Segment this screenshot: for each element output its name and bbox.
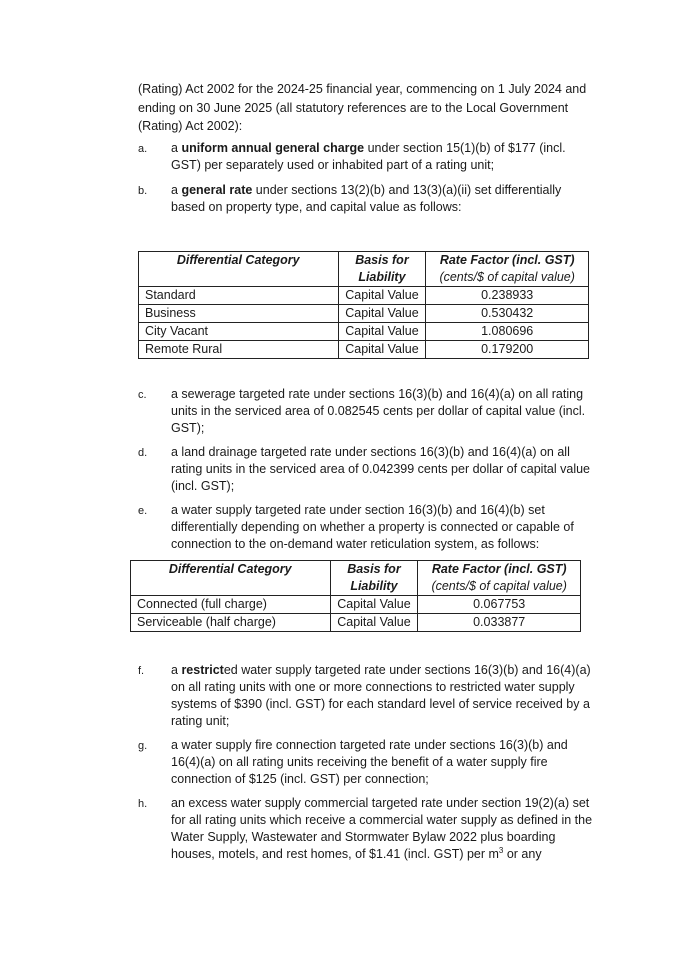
header-basis: Basis for Liability [338, 252, 426, 287]
header-category: Differential Category [139, 252, 339, 287]
item-text-bold: restrict [181, 663, 224, 677]
table-row [139, 287, 589, 305]
item-text [171, 795, 597, 863]
table-row [139, 341, 589, 359]
cell-category: Business [139, 305, 339, 323]
table-row [131, 614, 581, 632]
cell-rate: 0.238933 [426, 287, 589, 305]
cell-rate: 0.033877 [418, 614, 581, 632]
item-label: b. [138, 185, 148, 197]
item-text-pre: a [171, 663, 182, 677]
general-rate-table [138, 251, 589, 359]
item-label: e. [138, 505, 148, 517]
cell-basis: Capital Value [338, 323, 426, 341]
item-text-post: ed water supply targeted rate under sections 16(3)(b) and 16(4)(a) on all rating units with one or more connections to restricted water supply systems of $390 (incl. GST) for each standard level of service received by a rating unit; [171, 663, 591, 728]
item-label: d. [138, 447, 148, 459]
cell-rate: 1.080696 [426, 323, 589, 341]
item-text: a sewerage targeted rate under sections 16(3)(b) and 16(4)(a) on all rating units in the serviced area of 0.082545 cents per dollar of capital value (incl. GST); [171, 387, 586, 435]
cell-rate: 0.530432 [426, 305, 589, 323]
header-basis: Basis for Liability [330, 561, 418, 596]
item-label: h. [138, 798, 148, 810]
item-label: g. [138, 740, 148, 752]
header-category: Differential Category [131, 561, 331, 596]
table-header-row [139, 252, 589, 287]
cell-category: City Vacant [139, 323, 339, 341]
header-rate: Rate Factor (incl. GST) (cents/$ of capital value) [426, 252, 589, 287]
water-supply-table [130, 560, 581, 632]
item-label: f. [138, 665, 145, 677]
item-label: c. [138, 389, 147, 401]
item-text-bold: uniform annual general charge [181, 141, 365, 155]
table-row [131, 596, 581, 614]
cell-rate: 0.067753 [418, 596, 581, 614]
item-label: a. [138, 143, 148, 155]
item-text-pre: a [171, 183, 182, 197]
item-text-post: or any [503, 847, 542, 861]
item-text-post: under sections 13(2)(b) and 13(3)(a)(ii) set differentially based on property type, and capital value as follows: [171, 183, 562, 214]
superscript-3: 3 [498, 845, 504, 855]
cell-category: Remote Rural [139, 341, 339, 359]
item-text [171, 140, 597, 174]
header-rate: Rate Factor (incl. GST) (cents/$ of capital value) [418, 561, 581, 596]
item-text-bold: general rate [181, 183, 253, 197]
item-text [171, 662, 597, 730]
item-text: a land drainage targeted rate under sections 16(3)(b) and 16(4)(a) on all rating units in the serviced area of 0.042399 cents per dollar of capital value (incl. GST); [171, 445, 591, 493]
cell-category: Connected (full charge) [131, 596, 331, 614]
intro-paragraph: (Rating) Act 2002 for the 2024-25 financial year, commencing on 1 July 2024 and ending on 30 June 2025 (all statutory references are to the Local Government (Rating) Act 2002): [138, 82, 587, 133]
cell-rate: 0.179200 [426, 341, 589, 359]
cell-basis: Capital Value [330, 596, 418, 614]
item-text [171, 182, 597, 216]
item-text: a water supply targeted rate under section 16(3)(b) and 16(4)(b) set differentially depending on whether a property is connected or capable of connection to the on-demand water reticulation system, as follows: [171, 503, 574, 551]
cell-basis: Capital Value [338, 287, 426, 305]
table-row [139, 305, 589, 323]
table-header-row [131, 561, 581, 596]
cell-category: Standard [139, 287, 339, 305]
item-text-post: under section 15(1)(b) of $177 (incl. GST) per separately used or inhabited part of a rating unit; [171, 141, 566, 172]
cell-basis: Capital Value [338, 305, 426, 323]
item-text: a water supply fire connection targeted rate under sections 16(3)(b) and 16(4)(a) on all rating units receiving the benefit of a water supply fire connection of $125 (incl. GST) per connection; [171, 738, 568, 786]
table-row [139, 323, 589, 341]
item-text-pre: an excess water supply commercial targeted rate under section 19(2)(a) set for all rating units which receive a commercial water supply as defined in the Water Supply, Wastewater and Stormwater Bylaw 2022 plus boarding houses, motels, and rest homes, of $1.41 (incl. GST) per m [171, 796, 593, 861]
cell-basis: Capital Value [338, 341, 426, 359]
cell-category: Serviceable (half charge) [131, 614, 331, 632]
cell-basis: Capital Value [330, 614, 418, 632]
item-text-pre: a [171, 141, 182, 155]
